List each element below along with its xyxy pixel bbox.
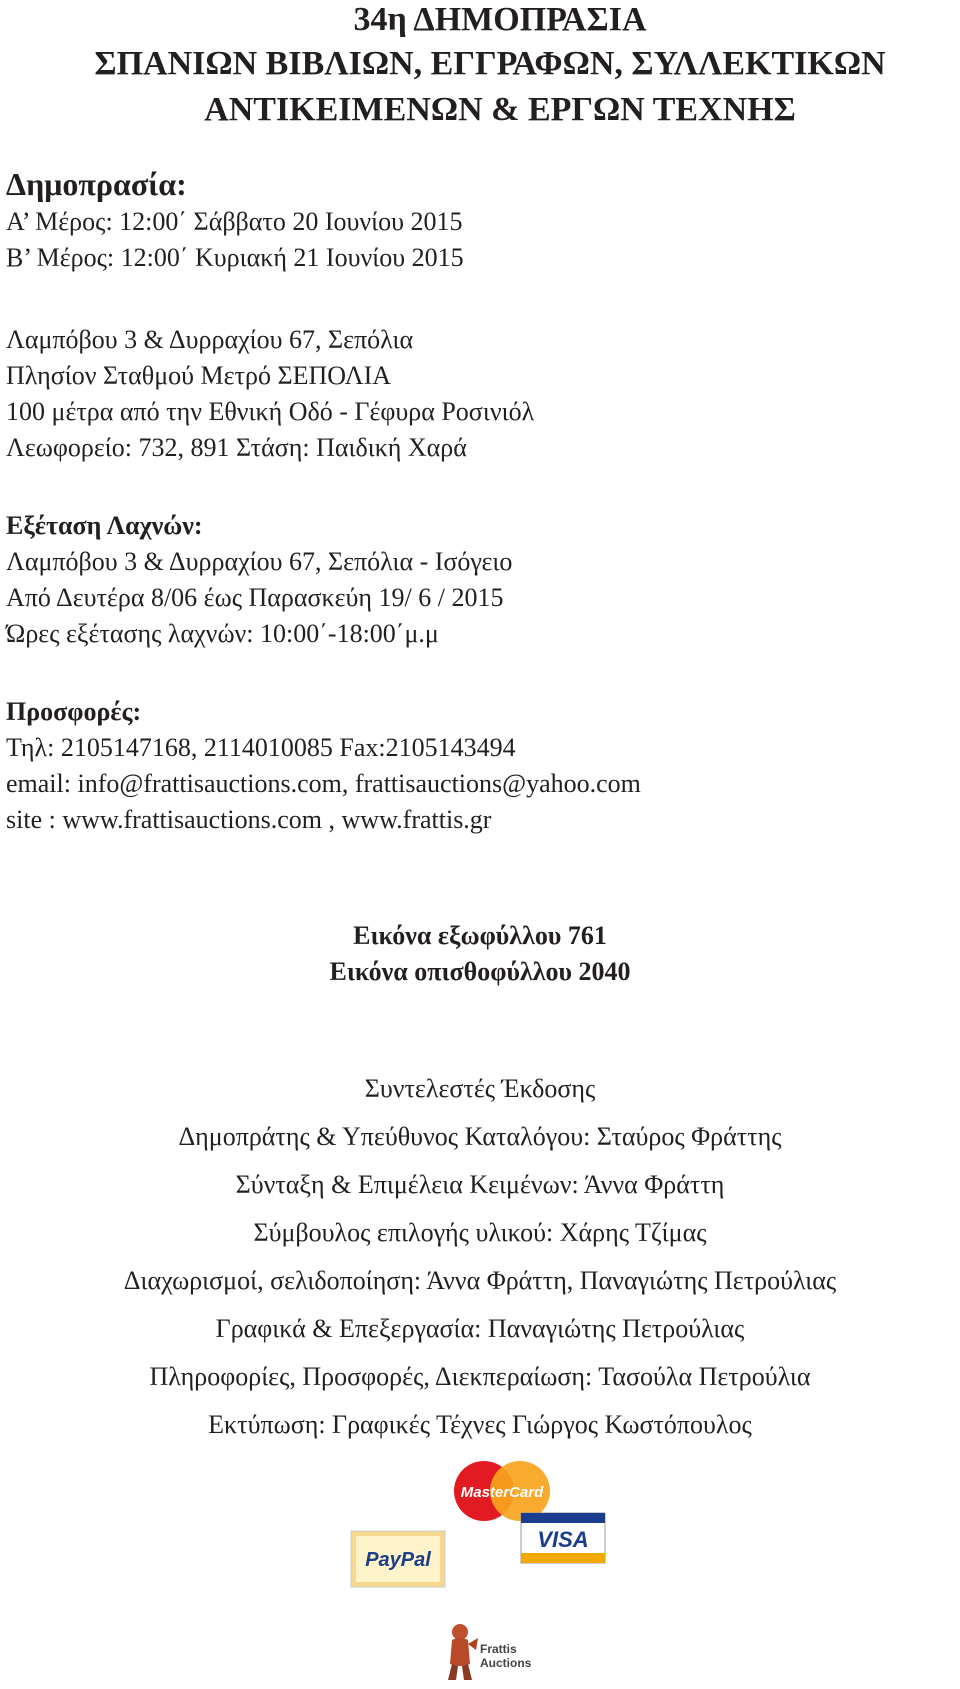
frattis-wordmark <box>480 1642 531 1670</box>
auction-part-b: Β’ Μέρος: 12:00΄ Κυριακή 21 Ιουνίου 2015 <box>6 243 464 272</box>
credits-section <box>0 1065 960 1449</box>
auction-section <box>6 164 926 276</box>
offers-email: email: info@frattisauctions.com, frattisauctions@yahoo.com <box>6 769 641 798</box>
location-address: Λαμπόβου 3 & Δυρραχίου 67, Σεπόλια <box>6 325 414 354</box>
credit-line: Διαχωρισμοί, σελιδοποίηση: Άννα Φράττη, Παναγιώτης Πετρούλιας <box>123 1266 837 1295</box>
visa-logo <box>520 1512 606 1564</box>
front-cover-label: Εικόνα εξωφύλλου 761 <box>353 921 607 950</box>
frattis-line-2: Auctions <box>480 1656 532 1670</box>
visa-label: VISA <box>537 1527 589 1552</box>
frattis-line-1: Frattis <box>480 1642 517 1656</box>
catalog-title-line-2: ΣΠΑΝΙΩΝ ΒΙΒΛΙΩΝ, ΕΓΓΡΑΦΩΝ, ΣΥΛΛΕΚΤΙΚΩΝ <box>94 45 886 82</box>
viewing-heading: Εξέταση Λαχνών: <box>6 511 203 540</box>
catalog-title-line-1: 34η ΔΗΜΟΠΡΑΣΙΑ <box>353 1 647 38</box>
offers-heading: Προσφορές: <box>6 697 142 726</box>
auction-heading: Δημοπρασία: <box>6 166 187 202</box>
credit-line: Εκτύπωση: Γραφικές Τέχνες Γιώργος Κωστόπουλος <box>208 1410 752 1439</box>
paypal-label: PayPal <box>365 1549 431 1571</box>
credit-line: Πληροφορίες, Προσφορές, Διεκπεραίωση: Τασούλα Πετρούλια <box>149 1362 811 1391</box>
offers-section <box>6 694 926 838</box>
offers-phone: Τηλ: 2105147168, 2114010085 Fax:2105143494 <box>6 733 516 762</box>
location-road: 100 μέτρα από την Εθνική Οδό - Γέφυρα Ροσινιόλ <box>6 397 535 426</box>
viewing-hours: Ώρες εξέτασης λαχνών: 10:00΄-18:00΄μ.μ <box>6 619 439 648</box>
payment-logos <box>340 1460 620 1600</box>
location-section <box>6 322 926 466</box>
credit-line: Σύμβουλος επιλογής υλικού: Χάρης Τζίμας <box>253 1218 707 1247</box>
frattis-auctions-logo <box>440 1620 560 1684</box>
paypal-logo <box>350 1530 446 1588</box>
viewing-address: Λαμπόβου 3 & Δυρραχίου 67, Σεπόλια - Ισόγειο <box>6 547 513 576</box>
back-cover-label: Εικόνα οπισθοφύλλου 2040 <box>329 957 631 986</box>
auction-part-a: Α’ Μέρος: 12:00΄ Σάββατο 20 Ιουνίου 2015 <box>6 207 463 236</box>
catalog-title-line-3: ΑΝΤΙΚΕΙΜΕΝΩΝ & ΕΡΓΩΝ ΤΕΧΝΗΣ <box>204 91 796 128</box>
viewing-section <box>6 508 926 652</box>
credits-heading: Συντελεστές Έκδοσης <box>364 1074 596 1103</box>
credit-line: Γραφικά & Επεξεργασία: Παναγιώτης Πετρούλιας <box>215 1314 745 1343</box>
mastercard-label: MasterCard <box>460 1484 544 1501</box>
credit-line: Σύνταξη & Επιμέλεια Κειμένων: Άννα Φράττη <box>235 1170 725 1199</box>
viewing-dates: Από Δευτέρα 8/06 έως Παρασκεύη 19/ 6 / 2015 <box>6 583 504 612</box>
cover-images-section <box>0 918 960 990</box>
location-bus: Λεωφορείο: 732, 891 Στάση: Παιδική Χαρά <box>6 433 467 462</box>
frattis-mascot-icon <box>440 1620 480 1684</box>
offers-site: site : www.frattisauctions.com , www.frattis.gr <box>6 805 492 834</box>
location-metro: Πλησίον Σταθμού Μετρό ΣΕΠΟΛΙΑ <box>6 361 392 390</box>
credit-line: Δημοπράτης & Υπεύθυνος Καταλόγου: Σταύρος Φράττης <box>178 1122 782 1151</box>
